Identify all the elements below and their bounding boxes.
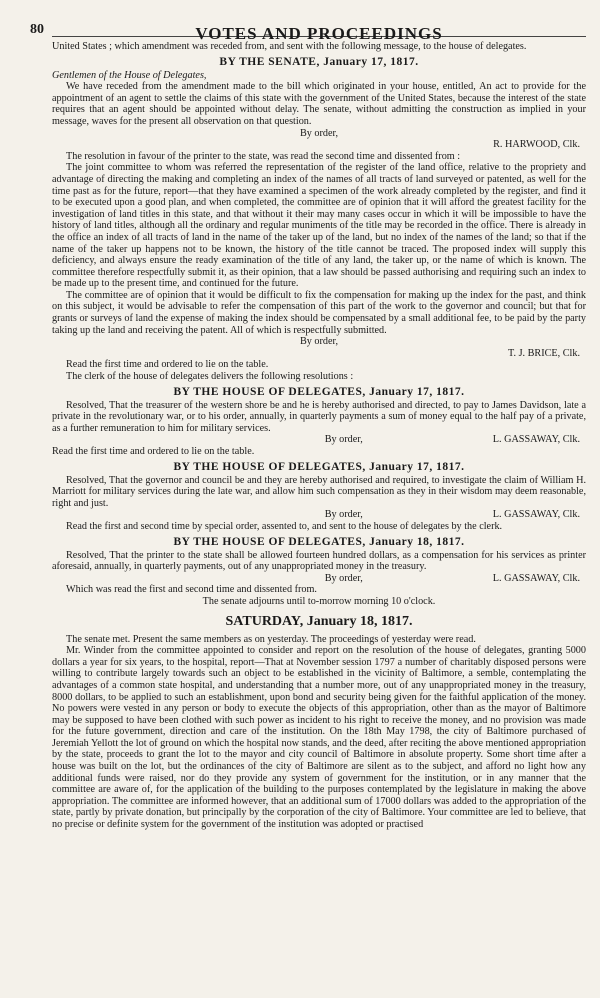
- signature-line: [52, 434, 586, 446]
- paragraph: Mr. Winder from the committee appointed to consider and report on the resolution of the house of delegates, granting 5000 dollars a year for six years, to the hospital, report—That at November session 1797 a number of charitably disposed persons were willing to contribute largely towards such an object to be established in the vicinity of Baltimore, a semble, contemplating the advantages of a common state hospital, and understanding that a number more, out of any unappropriated money in the treasury, 8000 dollars, to be applied to such an establishment, upon bond and security being given for the faithful application of the money. No powers were vested in any person or body to execute the objects of this appropriation, other than as the mayor of Baltimore may be supposed to have been clothed with such power as incident to his right to receive the money, and no provision was made for the future government, direction and care of the institution. On the 18th May 1798, the city of Baltimore purchased of Jeremiah Yellott the lot of ground on which the hospital now stands, and the deed, after reciting the above mentioned appropriation by the state, proceeds to grant the lot to the mayor and city council of Baltimore in absolute property. Some short time after a house was built on the lot, but the ordinances of the city of Baltimore are silent as to the subject, and afford no light how any additional funds were raised, nor do they provide any system of government for the institution, or in any manner that the committee are aware of, for the application of the building to the purposes contemplated by the legislature in making the above appropriation. The committee are informed however, that an additional sum of 17000 dollars was added to the appropriation of the state, partly by private donation, but principally by the corporation of the city of Baltimore. Your committee are led to believe, that no precise or definite system for the government of the institution was adopted or practised: [52, 645, 586, 831]
- clerk-signature: L. GASSAWAY, Clk.: [492, 572, 580, 584]
- section-heading: BY THE HOUSE OF DELEGATES, January 18, 1817.: [173, 535, 465, 548]
- paragraph: Resolved, That the governor and council be and they are hereby authorised and required, to investigate the claim of William H. Marriott for military services during the late war, and allow him such compensation as they in their wisdom may deem reasonable, right and just.: [52, 474, 586, 509]
- paragraph: Resolved, That the printer to the state shall be allowed fourteen hundred dollars, as a compensation for his services as printer aforesaid, annually, in quarterly payments, out of any unappropriated money in the treasury.: [52, 549, 586, 573]
- paragraph: Read the first time and ordered to lie on the table.: [66, 359, 269, 371]
- section-heading: BY THE HOUSE OF DELEGATES, January 17, 1817.: [173, 385, 465, 398]
- adjournment-line: The senate adjourns until to-morrow morning 10 o'clock.: [202, 595, 436, 607]
- paragraph: The resolution in favour of the printer to the state, was read the second time and dissented from :: [66, 150, 461, 162]
- signature-line: [52, 573, 586, 585]
- paragraph: We have receded from the amendment made to the bill which originated in your house, entitled, An act to provide for the appointment of an agent to settle the claims of this state with the government of the United States, because the interest of the state requires that an agent should be appointed without delay. The senate, without admitting the construction as implied in your message, waves for the present all observation on that question.: [52, 81, 586, 127]
- section-heading: BY THE SENATE, January 17, 1817.: [219, 55, 419, 68]
- page-number: 80: [30, 22, 44, 37]
- page-header: [30, 8, 586, 43]
- signature-line: [52, 139, 586, 151]
- clerk-signature: L. GASSAWAY, Clk.: [492, 509, 580, 521]
- by-order: By order,: [299, 336, 339, 348]
- date-heading: SATURDAY, January 18, 1817.: [225, 613, 413, 629]
- paragraph: United States ; which amendment was receded from, and sent with the following message, to the house of delegates.: [52, 41, 527, 52]
- paragraph: The senate met. Present the same members as on yesterday. The proceedings of yesterday were read.: [66, 633, 476, 645]
- paragraph: Which was read the first and second time and dissented from.: [66, 584, 317, 596]
- signature-line: [52, 348, 586, 360]
- paragraph: Read the first time and ordered to lie on the table.: [52, 446, 255, 457]
- by-order: By order,: [324, 509, 363, 521]
- paragraph: The clerk of the house of delegates delivers the following resolutions :: [66, 371, 354, 383]
- clerk-signature: T. J. BRICE, Clk.: [508, 347, 580, 359]
- by-order: By order,: [324, 572, 363, 584]
- clerk-signature: R. HARWOOD, Clk.: [493, 139, 580, 151]
- by-order: By order,: [299, 127, 339, 139]
- paragraph: The committee are of opinion that it would be difficult to fix the compensation for making up the index for the past, and think on this subject, it would be advisable to refer the compensation of this part of the work to the governor and council; but that for grants or surveys of land the expense of making the index should be compensated by a small additional fee, to be paid by the party taking up the land and receiving the patent. All of which is respectfully submitted.: [52, 289, 586, 336]
- section-heading: BY THE HOUSE OF DELEGATES, January 17, 1817.: [173, 460, 465, 473]
- paragraph: Read the first and second time by special order, assented to, and sent to the house of delegates by the clerk.: [66, 520, 503, 532]
- clerk-signature: L. GASSAWAY, Clk.: [492, 434, 580, 446]
- salutation: Gentlemen of the House of Delegates,: [52, 69, 207, 81]
- document-body: [52, 41, 586, 831]
- paragraph: The joint committee to whom was referred the representation of the register of the land office, relative to the propriety and advantage of directing the making and completing an index of the names of all tracts of land surveyed or patented, as well for the time past as for the future, report—that they have examined a specimen of the work already completed by the register, and find it to be executed upon a good plan, and when completed, the committee are of opinion that it will afford the greatest facility for the investigation of land titles in this state, and that without it their may many cases occur in which it will be impossible to have the history of land titles, although all the ordinary and regular muniments of the title may be recorded in the office. There is already in the office an index of all tracts of land in the name of the taker up of the land, but no index of the names of the land; so that if the name of the taker up happens not to be known, the history of the title cannot be traced. The proposed index will supply this deficiency, and always ensure the ready examination of the title of any land, the taker up, or the name of which is known. The committee therefore respectfully submit it, as their opinion, that a law should be passed authorising and requiring such an index to be made up to the present time, and continued for the future.: [52, 162, 586, 290]
- by-order: By order,: [324, 434, 363, 446]
- running-title: VOTES AND PROCEEDINGS: [195, 24, 443, 43]
- signature-line: [52, 509, 586, 521]
- paragraph: Resolved, That the treasurer of the western shore be and he is hereby authorised and directed, to pay to James Davidson, late a private in the revolutionary war, or to his order, annually, in quarterly payments a sum of money equal to the half pay of a private, as a further remuneration to him for military services.: [52, 399, 586, 434]
